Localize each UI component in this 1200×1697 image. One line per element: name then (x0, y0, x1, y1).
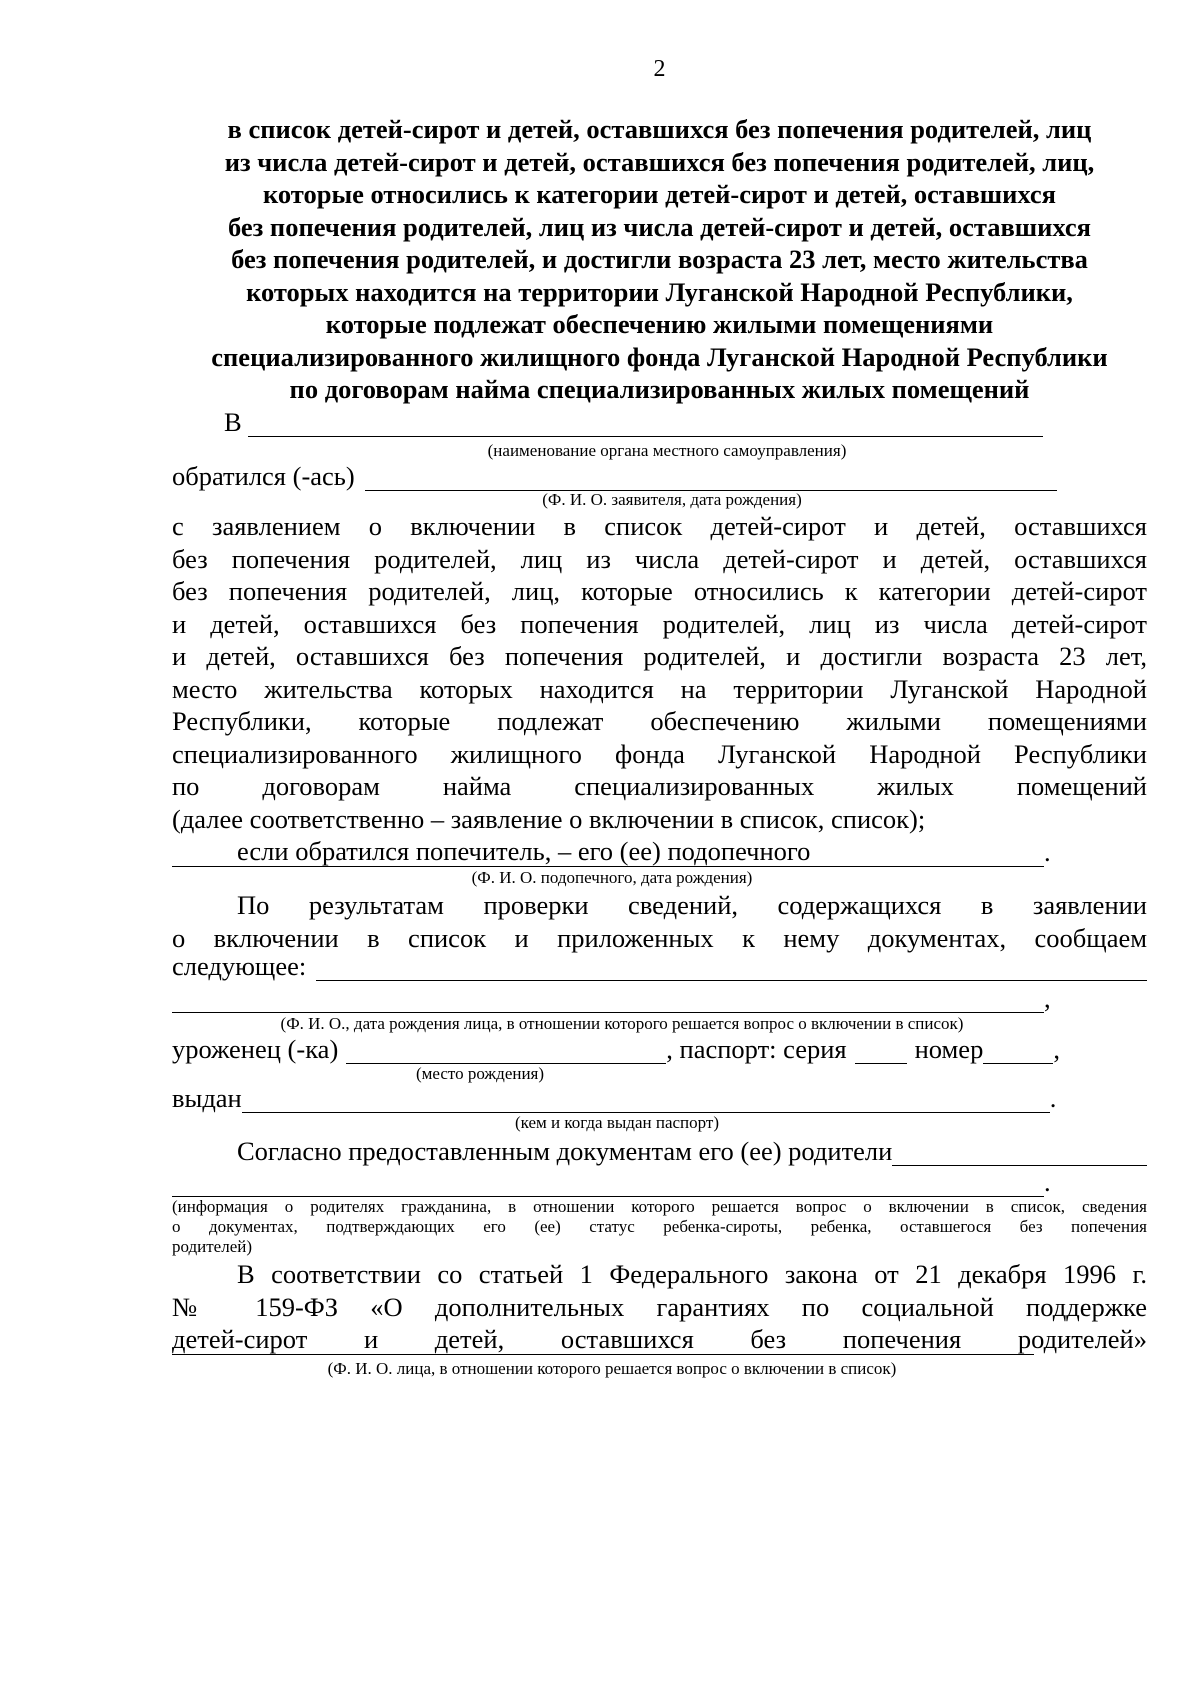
law-line: № 159-ФЗ «О дополнительных гарантиях по социальной поддержке (172, 1291, 1147, 1322)
issued-end: . (1049, 1083, 1057, 1113)
paragraph-line: без попечения родителей, лиц, которые относились к категории детей-сирот (172, 576, 1147, 606)
issued-input-line[interactable] (242, 1088, 1050, 1113)
title-line: без попечения родителей, лиц из числа детей-сирот и детей, оставшихся (228, 211, 1091, 242)
applicant-caption: (Ф. И. О. заявителя, дата рождения) (542, 490, 802, 509)
ward-end: . (1044, 837, 1051, 867)
parents-input-line[interactable] (892, 1141, 1147, 1166)
person-input-line[interactable] (172, 988, 1044, 1013)
authority-caption: (наименование органа местного самоуправления) (487, 441, 847, 460)
paragraph-line: специализированного жилищного фонда Луганской Народной Республики (172, 738, 1147, 769)
parents-continuation-row (172, 1167, 1147, 1197)
issued-field-row (172, 1083, 1147, 1113)
birthplace-end: , (1053, 1034, 1060, 1064)
birthplace-label: уроженец (-ка) (172, 1034, 339, 1064)
parents-caption-line: (информация о родителях гражданина, в отношении которого решается вопрос о включении в список, сведения (172, 1197, 1147, 1216)
law-line: детей-сирот и детей, оставшихся без попечения родителей» (172, 1324, 1147, 1354)
findings-input-line[interactable] (316, 956, 1147, 981)
applicant-input-line[interactable] (365, 466, 1057, 491)
passport-series-label: , паспорт: серия (666, 1034, 847, 1064)
title-line: которых находится на территории Луганской Народной Республики, (246, 276, 1073, 307)
issued-label: выдан (172, 1083, 242, 1113)
passport-series-input-line[interactable] (855, 1039, 907, 1064)
title-line: в список детей-сирот и детей, оставшихся без попечения родителей, лиц (227, 114, 1092, 144)
authority-field-row (172, 407, 1147, 437)
final-field-row (172, 1330, 1147, 1355)
parents-caption (172, 1197, 1147, 1257)
paragraph-line: без попечения родителей, лиц из числа детей-сирот и детей, оставшихся (172, 543, 1147, 574)
application-paragraph (172, 510, 1147, 868)
title-line: которые подлежат обеспечению жилыми помещениями (325, 309, 994, 339)
paragraph-line: (далее соответственно – заявление о включении в список, список); (172, 803, 926, 834)
final-caption: (Ф. И. О. лица, в отношении которого решается вопрос о включении в список) (327, 1359, 897, 1378)
check-paragraph (172, 889, 1147, 954)
parents-field-row (172, 1136, 1147, 1166)
passport-number-label: номер (914, 1034, 984, 1064)
birthplace-input-line[interactable] (346, 1039, 666, 1064)
ward-field-row (172, 837, 1147, 867)
paragraph-line: Республики, которые подлежат обеспечению жилыми помещениями (172, 706, 1147, 736)
authority-input-line[interactable] (248, 412, 1043, 437)
title-line: специализированного жилищного фонда Луганской Народной Республики (211, 341, 1108, 372)
paragraph-line: по договорам найма специализированных жилых помещений (172, 771, 1147, 801)
parents-label: Согласно предоставленным документам его (ее) родители (237, 1136, 893, 1166)
ward-input-line[interactable] (172, 842, 1044, 867)
check-line: о включении в список и приложенных к нему документах, сообщаем (172, 922, 1147, 953)
page-number: 2 (653, 56, 666, 82)
findings-label: следующее: (172, 951, 307, 981)
parents-continuation-line[interactable] (172, 1172, 1044, 1197)
law-line: В соответствии со статьей 1 Федерального закона от 21 декабря 1996 г. (237, 1259, 1147, 1289)
birthplace-field-row (172, 1034, 1147, 1064)
issued-caption: (кем и когда выдан паспорт) (514, 1113, 719, 1132)
parents-caption-line: о документах, подтверждающих его (ее) статус ребенка-сироты, ребенка, оставшегося без попечения (172, 1217, 1147, 1236)
title-line: по договорам найма специализированных жилых помещений (289, 374, 1030, 404)
paragraph-line: и детей, оставшихся без попечения родителей, и достигли возраста 23 лет, (172, 641, 1147, 671)
document-title (162, 113, 1157, 406)
person-end: , (1044, 983, 1051, 1013)
paragraph-line: и детей, оставшихся без попечения родителей, лиц из числа детей-сирот (172, 608, 1147, 639)
passport-number-input-line[interactable] (983, 1039, 1053, 1064)
findings-field-row (172, 951, 1147, 981)
parents-caption-line: родителей) (172, 1237, 253, 1256)
guardian-line: если обратился попечитель, – его (ее) подопечного (237, 836, 811, 866)
title-line: которые относились к категории детей-сирот и детей, оставшихся (262, 179, 1057, 209)
check-line: По результатам проверки сведений, содержащихся в заявлении (237, 890, 1147, 920)
applicant-label: обратился (-ась) (172, 461, 355, 491)
paragraph-line: место жительства которых находится на территории Луганской Народной (172, 673, 1147, 704)
final-input-line[interactable] (172, 1330, 1034, 1355)
paragraph-line: с заявлением о включении в список детей-сирот и детей, оставшихся (172, 511, 1147, 541)
person-field-row (172, 983, 1147, 1013)
authority-label: В (224, 407, 242, 437)
title-line: из числа детей-сирот и детей, оставшихся без попечения родителей, лиц, (224, 146, 1095, 177)
parents-end: . (1044, 1167, 1051, 1197)
person-caption: (Ф. И. О., дата рождения лица, в отношении которого решается вопрос о включении в список) (280, 1014, 964, 1033)
ward-caption: (Ф. И. О. подопечного, дата рождения) (471, 868, 753, 887)
birthplace-caption: (место рождения) (415, 1064, 545, 1083)
title-line: без попечения родителей, и достигли возраста 23 лет, место жительства (231, 244, 1088, 274)
applicant-field-row (172, 461, 1147, 491)
